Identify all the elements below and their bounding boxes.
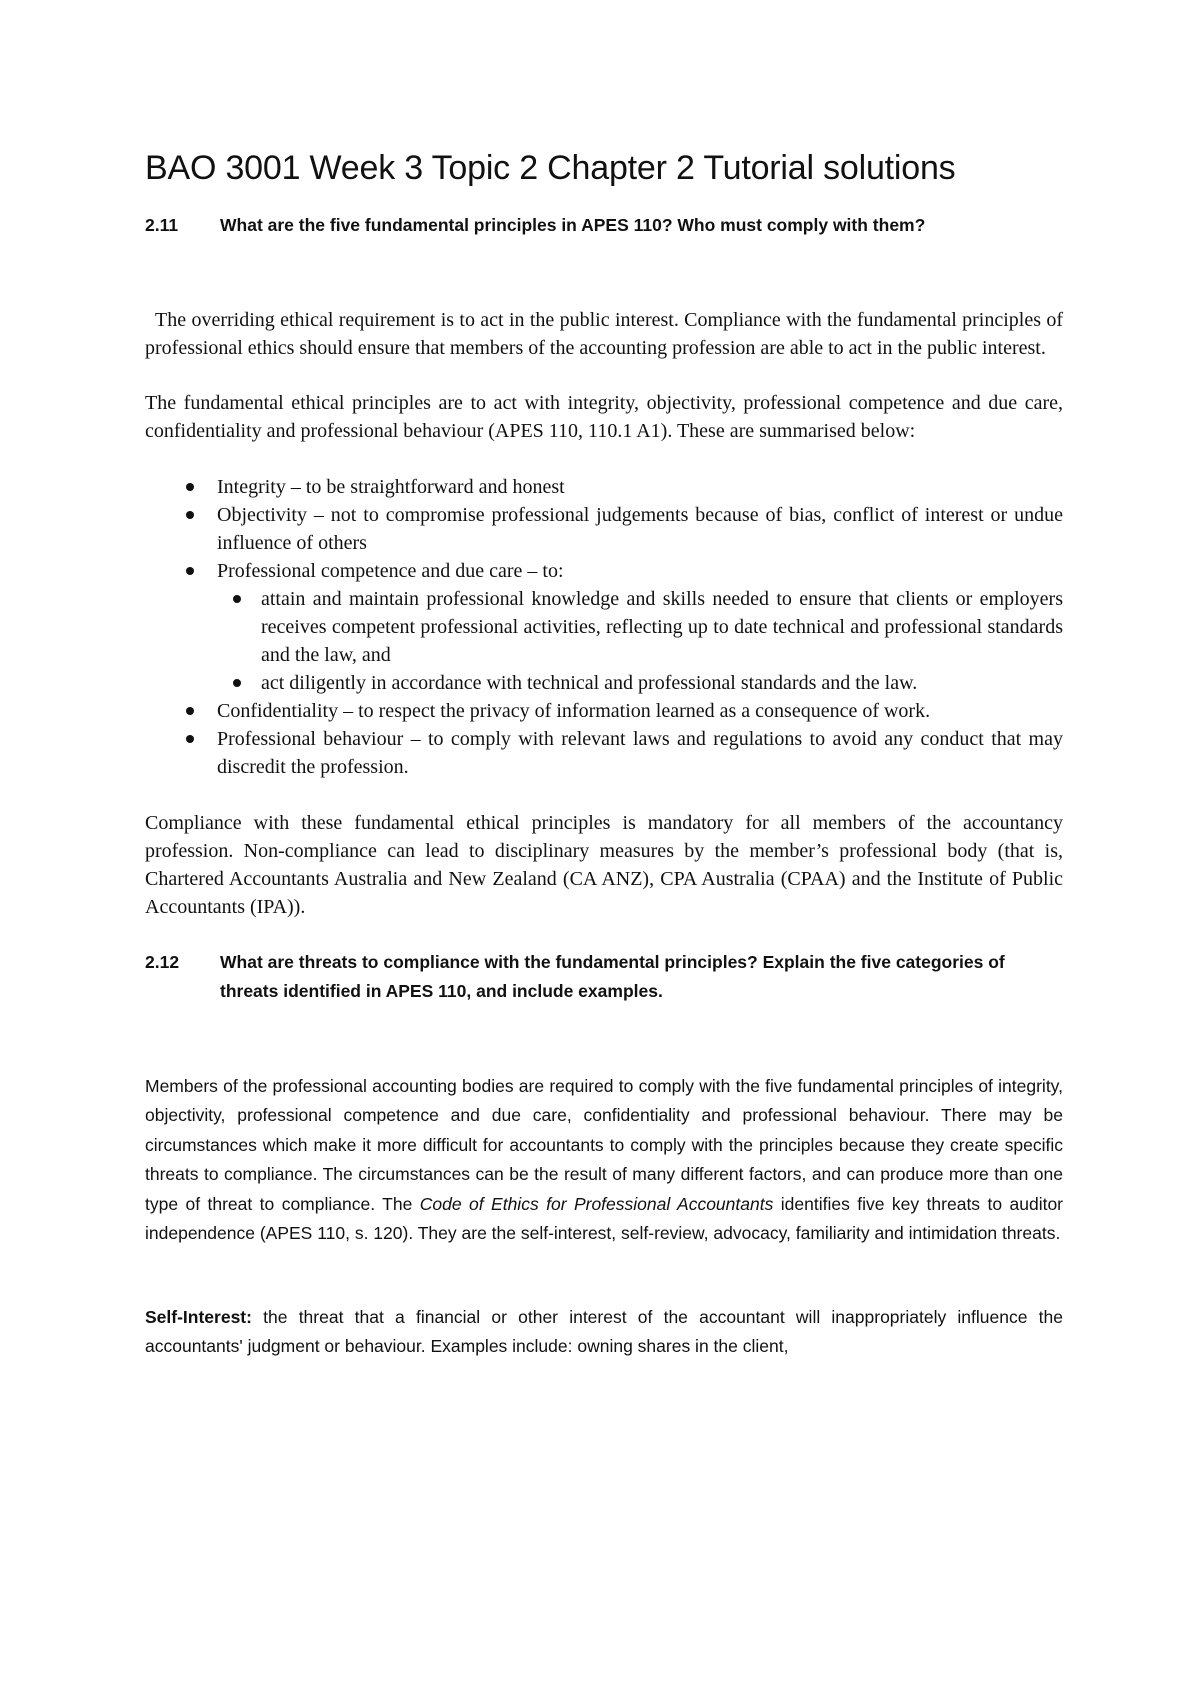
principle-integrity: Integrity – to be straightforward and honest	[217, 475, 565, 498]
code-of-ethics-title: Code of Ethics for Professional Accountants	[419, 1193, 774, 1214]
threats-text-end: identifies five key threats to auditor independence (APES 110, s. 120). They are the self-interest, self-review, advocacy, familiarity and intimidation threats.	[145, 1193, 1064, 1244]
principle-competence: Professional competence and due care – to:	[217, 559, 564, 582]
bullet-icon	[186, 483, 194, 491]
principle-behaviour: Professional behaviour – to comply with relevant laws and regulations to avoid any conduct that may discredit the profession.	[217, 727, 1063, 778]
threats-text-start: Members of the professional accounting bodies are required to comply with the five fundamental principles of integrity, objectivity, professional competence and due care, confidentiality and professional behaviour. There may be circumstances which make it more difficult for accountants to comply with the principles because they create specific threats to compliance. The circumstances can be the result of many different factors, and can produce more than one type of threat to compliance. The	[145, 1075, 1063, 1214]
question-2-12	[145, 948, 1063, 1006]
paragraph-compliance: Compliance with these fundamental ethical principles is mandatory for all members of the accountancy profession. Non-compliance can lead to disciplinary measures by the member’s professional body (that is, Chartered Accountants Australia and New Zealand (CA ANZ), CPA Australia (CPAA) and the Institute of Public Accountants (IPA)).	[145, 811, 1063, 918]
bullet-icon	[186, 735, 194, 743]
bullet-icon	[233, 595, 241, 603]
principles-list	[145, 473, 1063, 781]
bullet-icon	[233, 679, 241, 687]
paragraph-public-interest: The overriding ethical requirement is to act in the public interest. Compliance with the fundamental principles of professional ethics should ensure that members of the accounting profession are able to act in the public interest.	[145, 308, 1063, 359]
bullet-icon	[186, 567, 194, 575]
competence-sub-item: act diligently in accordance with technical and professional standards and the law.	[261, 671, 918, 694]
competence-sub-item: attain and maintain professional knowledge and skills needed to ensure that clients or employers receives competent professional activities, reflecting up to date technical and professional standards and the law, and	[261, 587, 1063, 666]
principle-confidentiality: Confidentiality – to respect the privacy of information learned as a consequence of work.	[217, 699, 931, 722]
paragraph-fundamental-principles: The fundamental ethical principles are to act with integrity, objectivity, professional competence and due care, confidentiality and professional behaviour (APES 110, 110.1 A1). These are summarised below:	[145, 391, 1063, 442]
list-item	[145, 697, 1063, 725]
paragraph-threats	[145, 1072, 1063, 1249]
competence-sublist	[217, 585, 1063, 697]
list-item	[145, 501, 1063, 557]
list-item	[145, 473, 1063, 501]
principle-objectivity: Objectivity – not to compromise professional judgements because of bias, conflict of interest or undue influence of others	[217, 503, 1063, 554]
list-item	[145, 557, 1063, 697]
bullet-icon	[186, 707, 194, 715]
question-number: 2.12	[145, 951, 180, 972]
question-text: What are threats to compliance with the fundamental principles? Explain the five categories of threats identified in APES 110, and include examples.	[220, 951, 1005, 1001]
self-interest-text: the threat that a financial or other interest of the accountant will inappropriately influence the accountants' judgment or behaviour. Examples include: owning shares in the client,	[145, 1306, 1063, 1357]
document-body	[145, 148, 1063, 1362]
self-interest-term: Self-Interest:	[145, 1306, 252, 1327]
question-number: 2.11	[145, 214, 179, 235]
list-item	[145, 725, 1063, 781]
paragraph-self-interest	[145, 1303, 1063, 1362]
bullet-icon	[186, 511, 194, 519]
list-item	[217, 585, 1063, 669]
page-title: BAO 3001 Week 3 Topic 2 Chapter 2 Tutorial solutions	[145, 149, 956, 187]
list-item	[217, 669, 1063, 697]
question-text: What are the five fundamental principles in APES 110? Who must comply with them?	[220, 214, 926, 235]
question-2-11	[145, 211, 1063, 240]
